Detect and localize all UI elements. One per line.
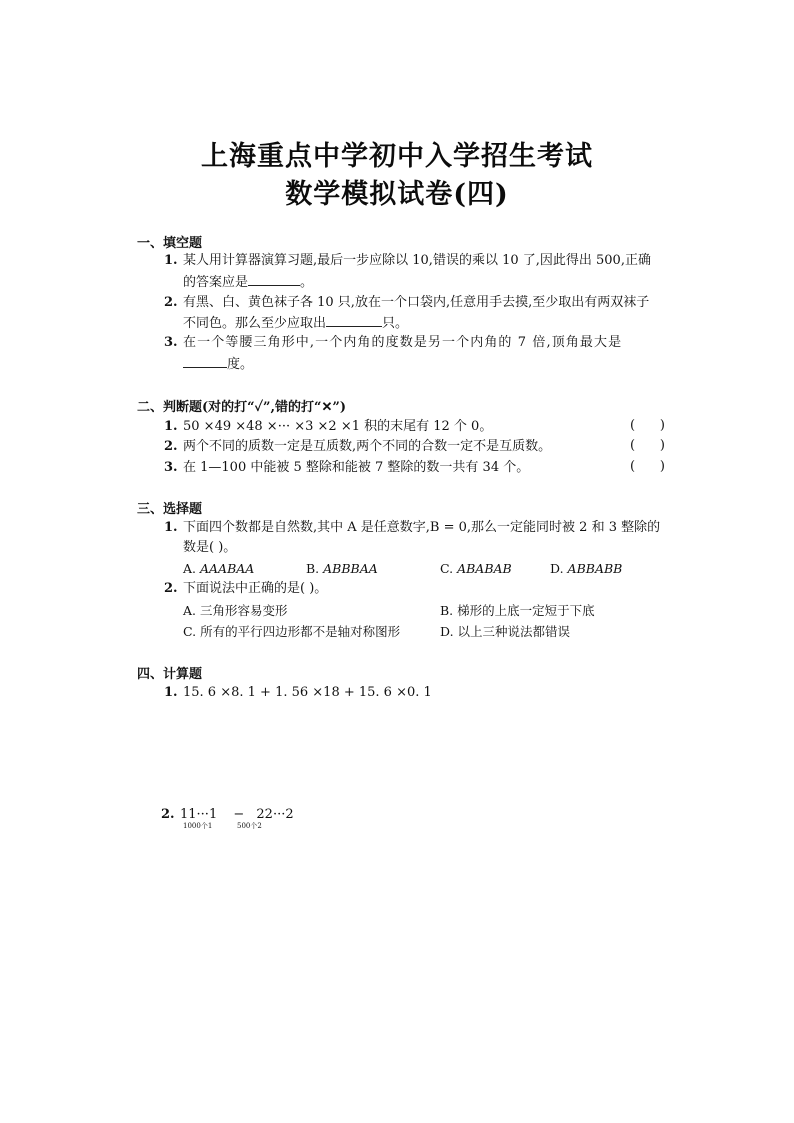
question-text: 不同色。那么至少应取出 xyxy=(183,316,327,331)
question-text: 两个不同的质数一定是互质数,两个不同的合数一定不是互质数。 xyxy=(183,439,552,454)
question-number: 1. xyxy=(164,520,178,535)
question-2-1 xyxy=(164,418,492,436)
question-number: 1. xyxy=(164,419,178,434)
question-number: 2. xyxy=(164,295,178,310)
expression-part-a: 11···1 xyxy=(180,807,218,822)
expression: 15. 6 ×8. 1 + 1. 56 ×18 + 15. 6 ×0. 1 xyxy=(183,685,432,700)
section-heading-calculation: 四、计算题 xyxy=(137,667,203,682)
subscript-label-b: 500个2 xyxy=(237,822,262,830)
question-number: 2. xyxy=(161,807,175,822)
section-heading-fill-in: 一、填空题 xyxy=(137,236,203,251)
question-text: 度。 xyxy=(227,357,254,372)
option-d: D. 以上三种说法都错误 xyxy=(440,624,571,639)
question-text: 在一个等腰三角形中,一个内角的度数是另一个内角的 7 倍,顶角最大是 xyxy=(183,335,623,350)
option-a: A. 三角形容易变形 xyxy=(183,603,288,618)
question-text: 的答案应是 xyxy=(183,275,249,290)
question-text: 数是( )。 xyxy=(183,540,237,555)
answer-blank xyxy=(183,355,227,368)
question-number: 2. xyxy=(164,439,178,454)
option-d: D. ABBABB xyxy=(550,561,623,576)
section-heading-true-false: 二、判断题(对的打“✓”,错的打“✕”) xyxy=(137,400,347,415)
question-number: 2. xyxy=(164,581,178,596)
option-b: B. 梯形的上底一定短于下底 xyxy=(440,603,595,618)
option-b: B. ABBBAA xyxy=(306,561,378,576)
expression-part-b: 22···2 xyxy=(256,807,294,822)
question-text: 有黑、白、黄色袜子各 10 只,放在一个口袋内,任意用手去摸,至少取出有两双袜子 xyxy=(183,295,650,310)
question-2-3 xyxy=(164,459,529,477)
question-number: 3. xyxy=(164,460,178,475)
option-a: A. AAABAA xyxy=(183,561,255,576)
exam-title: 上海重点中学初中入学招生考试 xyxy=(201,141,593,172)
answer-parentheses: ( ) xyxy=(630,459,665,474)
question-text: 50 ×49 ×48 ×··· ×3 ×2 ×1 积的末尾有 12 个 0。 xyxy=(183,419,493,434)
question-1-3-cont xyxy=(183,355,253,374)
answer-parentheses: ( ) xyxy=(630,438,665,453)
question-3-1-cont xyxy=(183,539,236,557)
question-4-1 xyxy=(164,684,432,702)
option-c: C. 所有的平行四边形都不是轴对称图形 xyxy=(183,624,401,639)
minus-sign: − xyxy=(233,807,245,822)
question-number: 1. xyxy=(164,685,178,700)
subscript-label-a: 1000个1 xyxy=(183,822,213,830)
option-c: C. ABABAB xyxy=(440,561,512,576)
question-1-3 xyxy=(164,334,622,352)
question-text: 。 xyxy=(300,275,314,290)
question-text: 只。 xyxy=(382,316,409,331)
question-number: 3. xyxy=(164,335,178,350)
question-2-2 xyxy=(164,438,551,456)
answer-blank xyxy=(248,273,300,286)
question-1-1-cont xyxy=(183,273,313,292)
question-3-2 xyxy=(164,580,327,598)
question-1-2 xyxy=(164,294,649,312)
question-number: 1. xyxy=(164,253,178,268)
exam-subtitle: 数学模拟试卷(四) xyxy=(285,179,509,210)
answer-blank xyxy=(326,314,382,327)
question-text: 下面说法中正确的是( )。 xyxy=(183,581,328,596)
question-1-1 xyxy=(164,252,651,270)
answer-parentheses: ( ) xyxy=(630,418,665,433)
question-4-2 xyxy=(161,806,294,824)
question-text: 在 1—100 中能被 5 整除和能被 7 整除的数一共有 34 个。 xyxy=(183,460,530,475)
section-heading-multiple-choice: 三、选择题 xyxy=(137,502,203,517)
question-3-1 xyxy=(164,519,660,537)
question-text: 某人用计算器演算习题,最后一步应除以 10,错误的乘以 10 了,因此得出 500,正确 xyxy=(183,253,651,268)
question-1-2-cont xyxy=(183,314,408,333)
question-text: 下面四个数都是自然数,其中 A 是任意数字,B = 0,那么一定能同时被 2 和 3 整除的 xyxy=(183,520,661,535)
